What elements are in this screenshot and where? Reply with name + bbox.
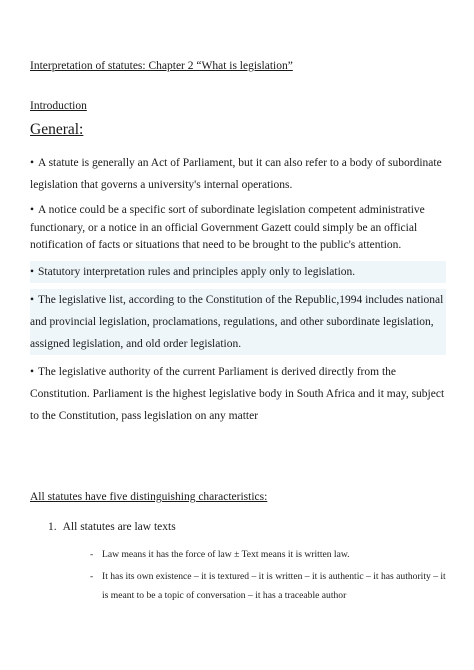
bullet-item bbox=[30, 202, 446, 255]
bullet-item bbox=[30, 361, 446, 427]
bullet-item bbox=[30, 261, 446, 283]
bullet-text: A statute is generally an Act of Parliament, but it can also refer to a body of subordinate legislation that governs a university's internal operations. bbox=[30, 157, 442, 191]
dash-marker: - bbox=[90, 571, 94, 582]
bullet-symbol: • bbox=[30, 293, 35, 306]
bullet-text: Statutory interpretation rules and principles apply only to legislation. bbox=[38, 265, 356, 278]
bullet-item bbox=[30, 152, 446, 196]
bullet-list bbox=[30, 152, 446, 433]
numbered-item bbox=[48, 521, 176, 533]
sub-item-text: Law means it has the force of law ± Text means it is written law. bbox=[102, 549, 350, 560]
bullet-item bbox=[30, 289, 446, 355]
bullet-text: A notice could be a specific sort of subordinate legislation competent administrative functionary, or a notice in an official Government Gazett could simply be an official notification of facts or situations that need to be brought to the public's attention. bbox=[30, 204, 425, 251]
sub-item bbox=[90, 567, 450, 605]
bullet-symbol: • bbox=[30, 365, 35, 378]
characteristics-heading: All statutes have five distinguishing characteristics: bbox=[30, 491, 268, 503]
bullet-text: The legislative authority of the current Parliament is derived directly from the Constitution. Parliament is the highest legislative body in South Africa and it may, subject to the Constitution, pass legislation on any matter bbox=[30, 365, 445, 422]
bullet-symbol: • bbox=[30, 204, 35, 216]
sub-list bbox=[90, 545, 450, 608]
item-text: All statutes are law texts bbox=[62, 521, 176, 533]
bullet-symbol: • bbox=[30, 265, 35, 278]
document-title: Interpretation of statutes: Chapter 2 “What is legislation” bbox=[30, 60, 293, 72]
general-heading: General: bbox=[30, 121, 84, 138]
sub-item-text: It has its own existence – it is textured – it is written – it is authentic – it has authority – it is meant to be a topic of conversation – it has a traceable author bbox=[102, 571, 446, 601]
introduction-heading: Introduction bbox=[30, 100, 87, 112]
dash-marker: - bbox=[90, 549, 94, 560]
bullet-symbol: • bbox=[30, 157, 35, 169]
bullet-text: The legislative list, according to the Constitution of the Republic,1994 includes national and provincial legislation, proclamations, regulations, and other subordinate legislation, assigned legislation, and old order legislation. bbox=[30, 293, 444, 350]
item-number: 1. bbox=[48, 521, 57, 533]
sub-item bbox=[90, 545, 450, 564]
